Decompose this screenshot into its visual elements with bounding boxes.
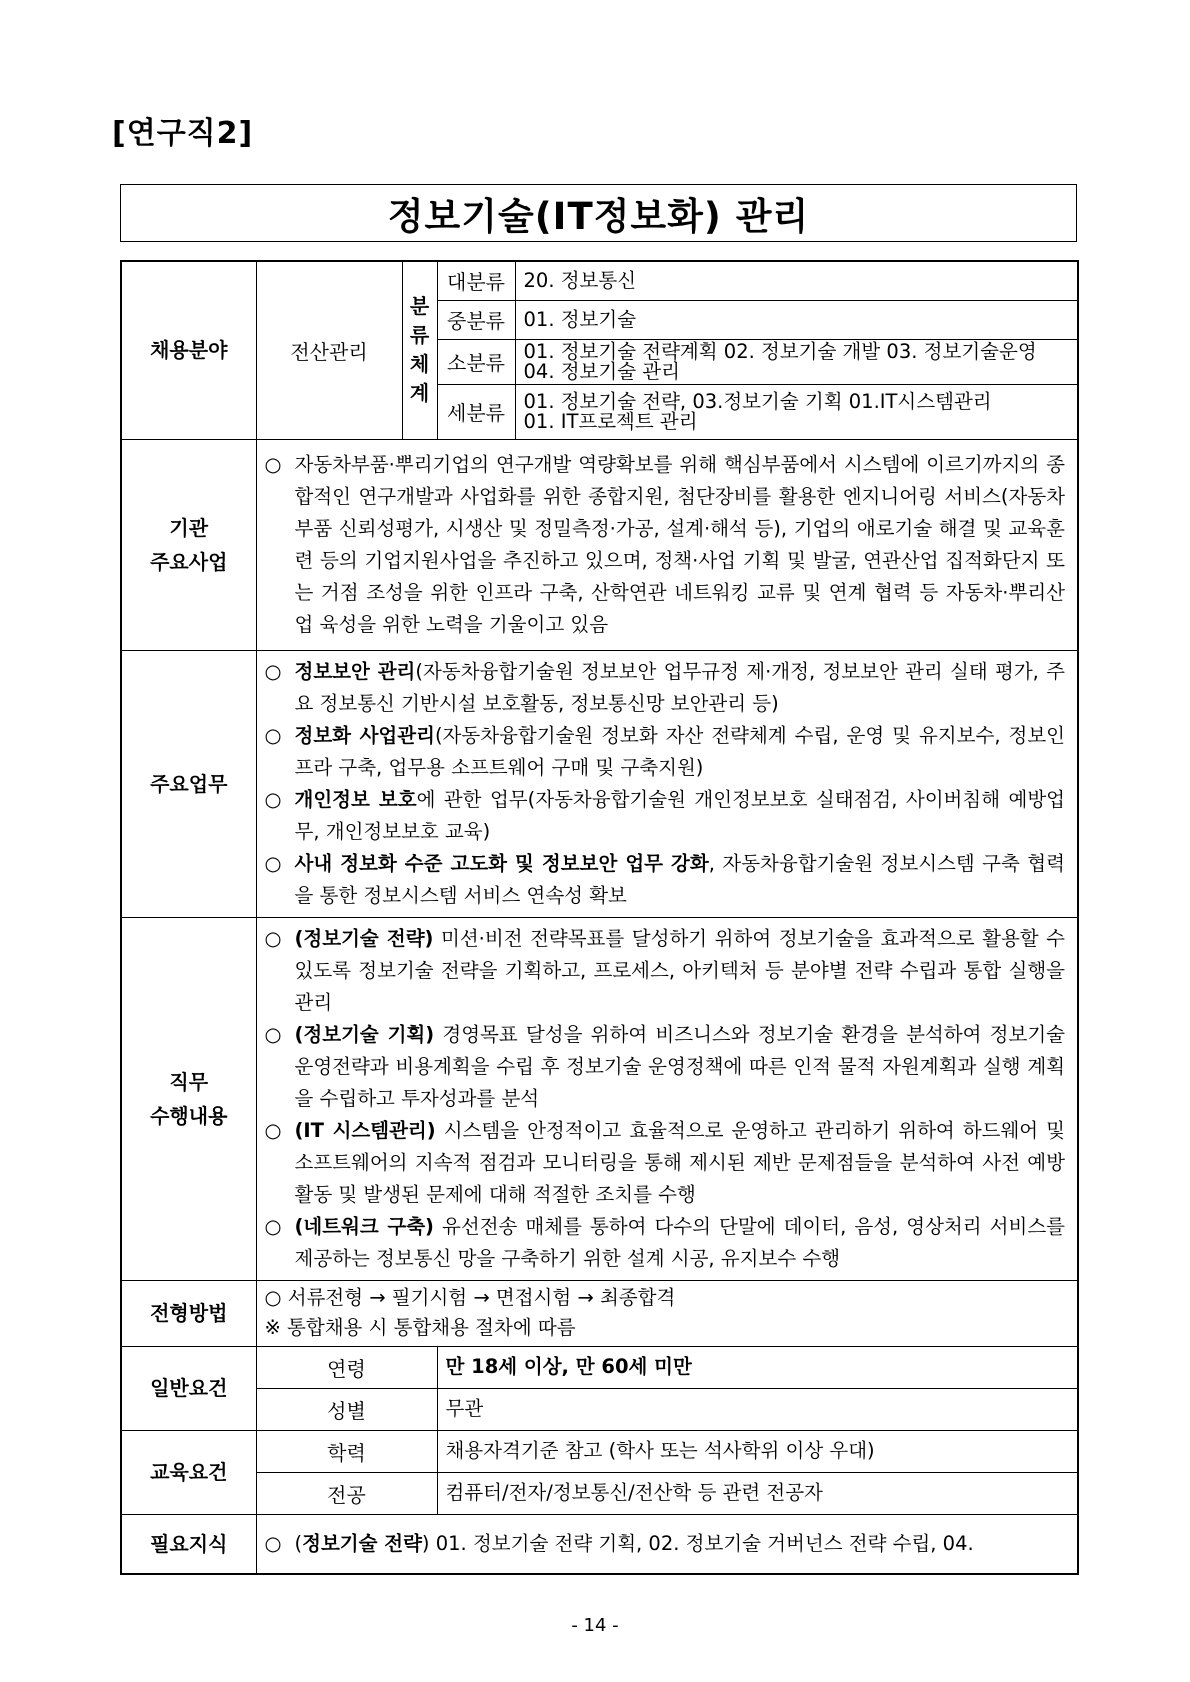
list-item: ○ 사내 정보화 수준 고도화 및 정보보안 업무 강화, 자동차융합기술원 정보시스템 구축 협력을 통한 정보시스템 서비스 연속성 확보: [265, 848, 1066, 912]
req-value: 컴퓨터/전자/정보통신/전산학 등 관련 전공자: [437, 1472, 1078, 1514]
class-value: 20. 정보통신: [515, 261, 1078, 300]
section-header: [연구직2]: [112, 116, 254, 151]
class-label: 세분류: [437, 384, 515, 439]
class-value: 01. 정보기술 전략계획 02. 정보기술 개발 03. 정보기술운영 04. 정보기술 관리: [515, 339, 1078, 384]
class-label: 중분류: [437, 300, 515, 339]
job-description-table: [120, 260, 1079, 1575]
knowledge-content: ○ (정보기술 전략) 01. 정보기술 전략 기획, 02. 정보기술 거버넌스 전략 수립, 04.: [256, 1514, 1078, 1574]
bullet-icon: ○: [264, 1531, 282, 1555]
knowledge-label: 필요지식: [121, 1514, 256, 1574]
selection-content: ○ 서류전형 → 필기시험 → 면접시험 → 최종합격 ※ 통합채용 시 통합채용 절차에 따름: [256, 1280, 1078, 1346]
bullet-icon: ○: [264, 1118, 282, 1142]
org-business-content: ○ 자동차부품·뿌리기업의 연구개발 역량확보를 위해 핵심부품에서 시스템에 이르기까지의 종합적인 연구개발과 사업화를 위한 종합지원, 첨단장비를 활용한 엔지니어링 서비스(자동차부품 신뢰성평가, 시생산 및 정밀측정·가공, 설계·해석 등), 기업의 애로기술 해결 및 교육훈련 등의 기업지원사업을 추진하고 있으며, 정책·사업 기획 및 발굴, 연관산업 집적화단지 또는 거점 조성을 위한 인프라 구축, 산학연관 네트워킹 교류 및 연계 협력 등 자동차·뿌리산업 육성을 위한 노력을 기울이고 있음: [256, 439, 1078, 650]
org-business-label: 기관 주요사업: [121, 439, 256, 650]
recruit-field-label: 채용분야: [121, 261, 256, 439]
bullet-icon: ○: [264, 659, 282, 683]
main-duties-label: 주요업무: [121, 650, 256, 917]
req-key: 학력: [256, 1430, 437, 1472]
page-number: - 14 -: [571, 1615, 619, 1636]
class-value: 01. 정보기술 전략, 03.정보기술 기획 01.IT시스템관리 01. IT프로젝트 관리: [515, 384, 1078, 439]
recruit-field-value: 전산관리: [256, 261, 402, 439]
req-key: 전공: [256, 1472, 437, 1514]
req-value: 채용자격기준 참고 (학사 또는 석사학위 이상 우대): [437, 1430, 1078, 1472]
list-item: ○ (네트워크 구축) 유선전송 매체를 통하여 다수의 단말에 데이터, 음성, 영상처리 서비스를 제공하는 정보통신 망을 구축하기 위한 설계 시공, 유지보수 수행: [265, 1211, 1066, 1275]
list-item: ○ 정보화 사업관리(자동차융합기술원 정보화 자산 전략체계 수립, 운영 및 유지보수, 정보인프라 구축, 업무용 소프트웨어 구매 및 구축지원): [265, 720, 1066, 784]
general-req-label: 일반요건: [121, 1346, 256, 1430]
req-value: 만 18세 이상, 만 60세 미만: [437, 1346, 1078, 1388]
bullet-icon: ○: [264, 723, 282, 747]
selection-label: 전형방법: [121, 1280, 256, 1346]
req-key: 연령: [256, 1346, 437, 1388]
education-req-label: 교육요건: [121, 1430, 256, 1514]
job-content-content: [256, 917, 1078, 1280]
bullet-icon: ○: [264, 1022, 282, 1046]
class-label: 소분류: [437, 339, 515, 384]
bullet-icon: ○: [264, 926, 282, 950]
bullet-icon: ○: [264, 787, 282, 811]
req-value: 무관: [437, 1388, 1078, 1430]
class-system-label: 분 류 체 계: [402, 261, 437, 439]
bullet-icon: ○: [264, 1214, 282, 1238]
bullet-icon: ○: [264, 452, 282, 476]
bullet-icon: ○: [264, 851, 282, 875]
list-item: ○ (정보기술 전략) 미션·비전 전략목표를 달성하기 위하여 정보기술을 효과적으로 활용할 수 있도록 정보기술 전략을 기획하고, 프로세스, 아키텍처 등 분야별 전략 수립과 통합 실행을 관리: [265, 923, 1066, 1019]
class-label: 대분류: [437, 261, 515, 300]
page-title: 정보기술(IT정보화) 관리: [120, 184, 1077, 242]
list-item: ○ (IT 시스템관리) 시스템을 안정적이고 효율적으로 운영하고 관리하기 위하여 하드웨어 및 소프트웨어의 지속적 점검과 모니터링을 통해 제시된 제반 문제점들을 분석하여 사전 예방활동 및 발생된 문제에 대해 적절한 조치를 수행: [265, 1115, 1066, 1211]
class-value: 01. 정보기술: [515, 300, 1078, 339]
list-item: ○ (정보기술 기획) 경영목표 달성을 위하여 비즈니스와 정보기술 환경을 분석하여 정보기술 운영전략과 비용계획을 수립 후 정보기술 운영정책에 따른 인적 물적 자원계획과 실행 계획을 수립하고 투자성과를 분석: [265, 1019, 1066, 1115]
main-duties-content: [256, 650, 1078, 917]
req-key: 성별: [256, 1388, 437, 1430]
list-item: ○ 개인정보 보호에 관한 업무(자동차융합기술원 개인정보보호 실태점검, 사이버침해 예방업무, 개인정보보호 교육): [265, 784, 1066, 848]
job-content-label: 직무 수행내용: [121, 917, 256, 1280]
list-item: ○ 정보보안 관리(자동차융합기술원 정보보안 업무규정 제·개정, 정보보안 관리 실태 평가, 주요 정보통신 기반시설 보호활동, 정보통신망 보안관리 등): [265, 656, 1066, 720]
